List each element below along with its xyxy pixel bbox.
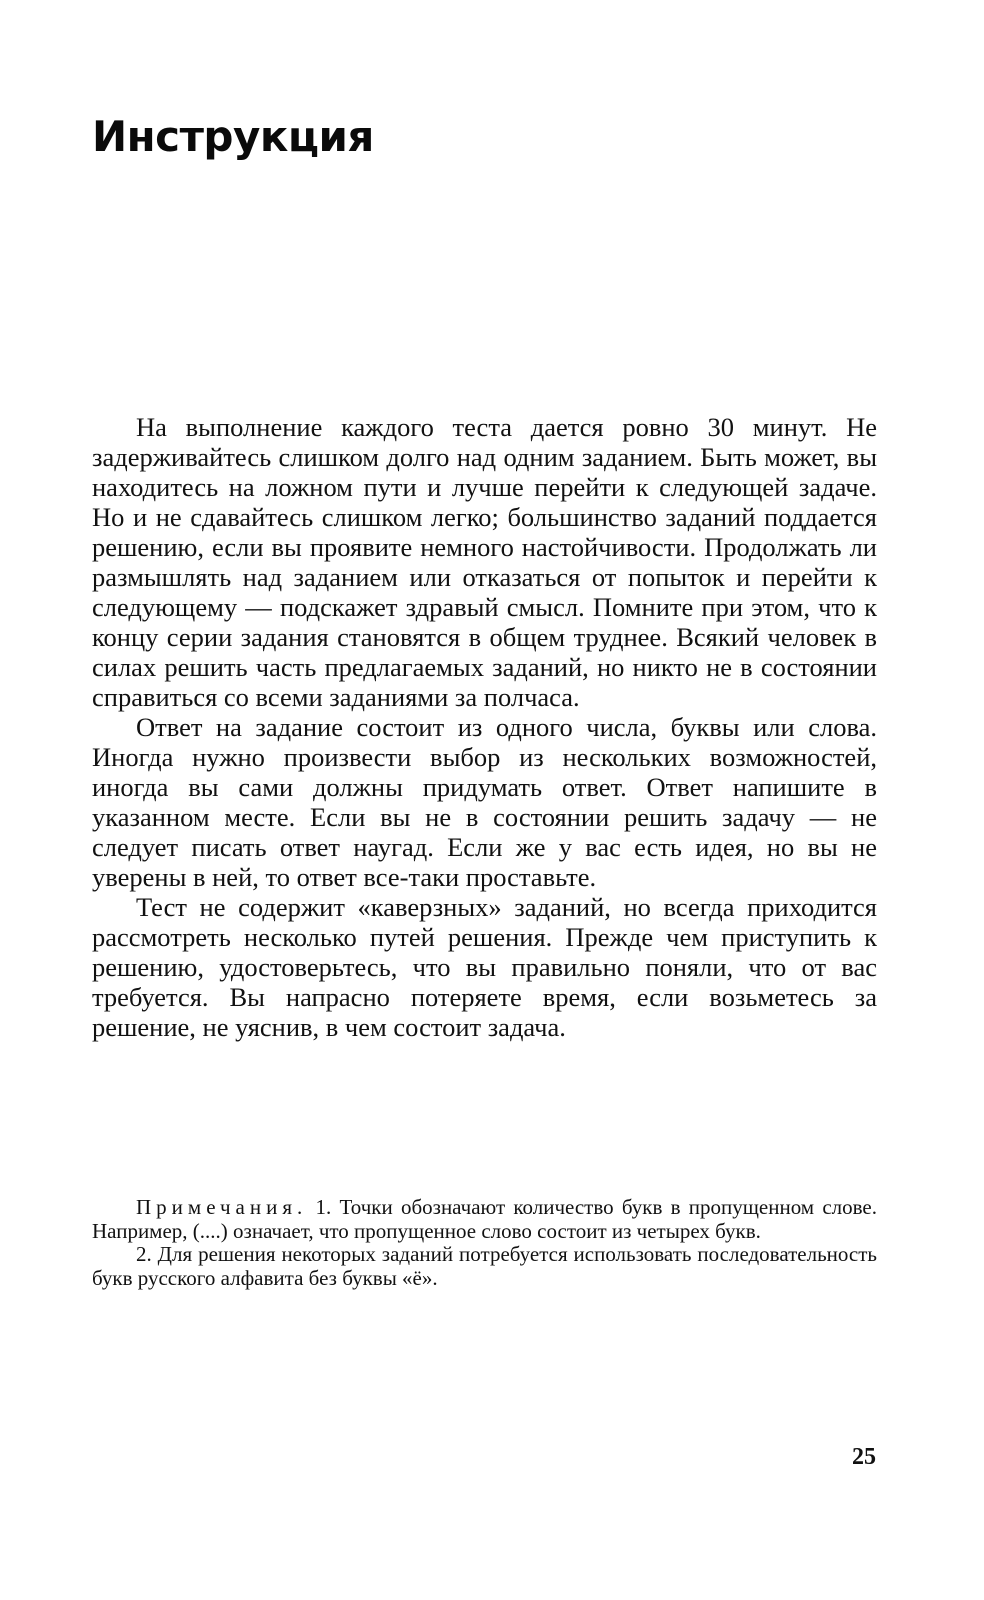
notes-heading: Примечания. xyxy=(136,1195,308,1219)
note-2: 2. Для решения некоторых заданий потребуется использовать последовательность букв русского алфавита без буквы «ё». xyxy=(92,1242,877,1290)
note-1-text: 1. Точки обозначают количество букв в пропущенном слове. Например, (....) означает, что пропущенное слово состоит из четырех букв. xyxy=(92,1195,878,1243)
paragraph-time-limit: На выполнение каждого теста дается ровно 30 минут. Не задерживайтесь слишком долго над одним заданием. Быть может, вы находитесь на ложном пути и лучше перейти к следующей задаче. Но и не сдавайтесь слишком легко; большинство заданий поддается решению, если вы проявите немного настойчивости. Продолжать ли размышлять над заданием или отказаться от попыток и перейти к следующему — подскажет здравый смысл. Помните при этом, что к концу серии задания становятся в общем труднее. Всякий человек в силах решить часть предлагаемых заданий, но никто не в состоянии справиться со всеми заданиями за полчаса. xyxy=(92,412,877,712)
paragraph-answer-format: Ответ на задание состоит из одного числа, буквы или слова. Иногда нужно произвести выбор из нескольких возможностей, иногда вы сами должны придумать ответ. Ответ напишите в указанном месте. Если вы не в состоянии решить задачу — не следует писать ответ наугад. Если же у вас есть идея, но вы не уверены в ней, то ответ все-таки проставьте. xyxy=(92,712,877,892)
page-number: 25 xyxy=(852,1444,876,1470)
instruction-body xyxy=(92,412,877,1042)
page-title: Инструкция xyxy=(92,112,374,161)
notes-section xyxy=(92,1196,877,1290)
note-1 xyxy=(92,1196,877,1243)
paragraph-solving-advice: Тест не содержит «каверзных» заданий, но всегда приходится рассмотреть несколько путей решения. Прежде чем приступить к решению, удостоверьтесь, что вы правильно поняли, что от вас требуется. Вы напрасно потеряете время, если возьметесь за решение, не уяснив, в чем состоит задача. xyxy=(92,892,877,1042)
